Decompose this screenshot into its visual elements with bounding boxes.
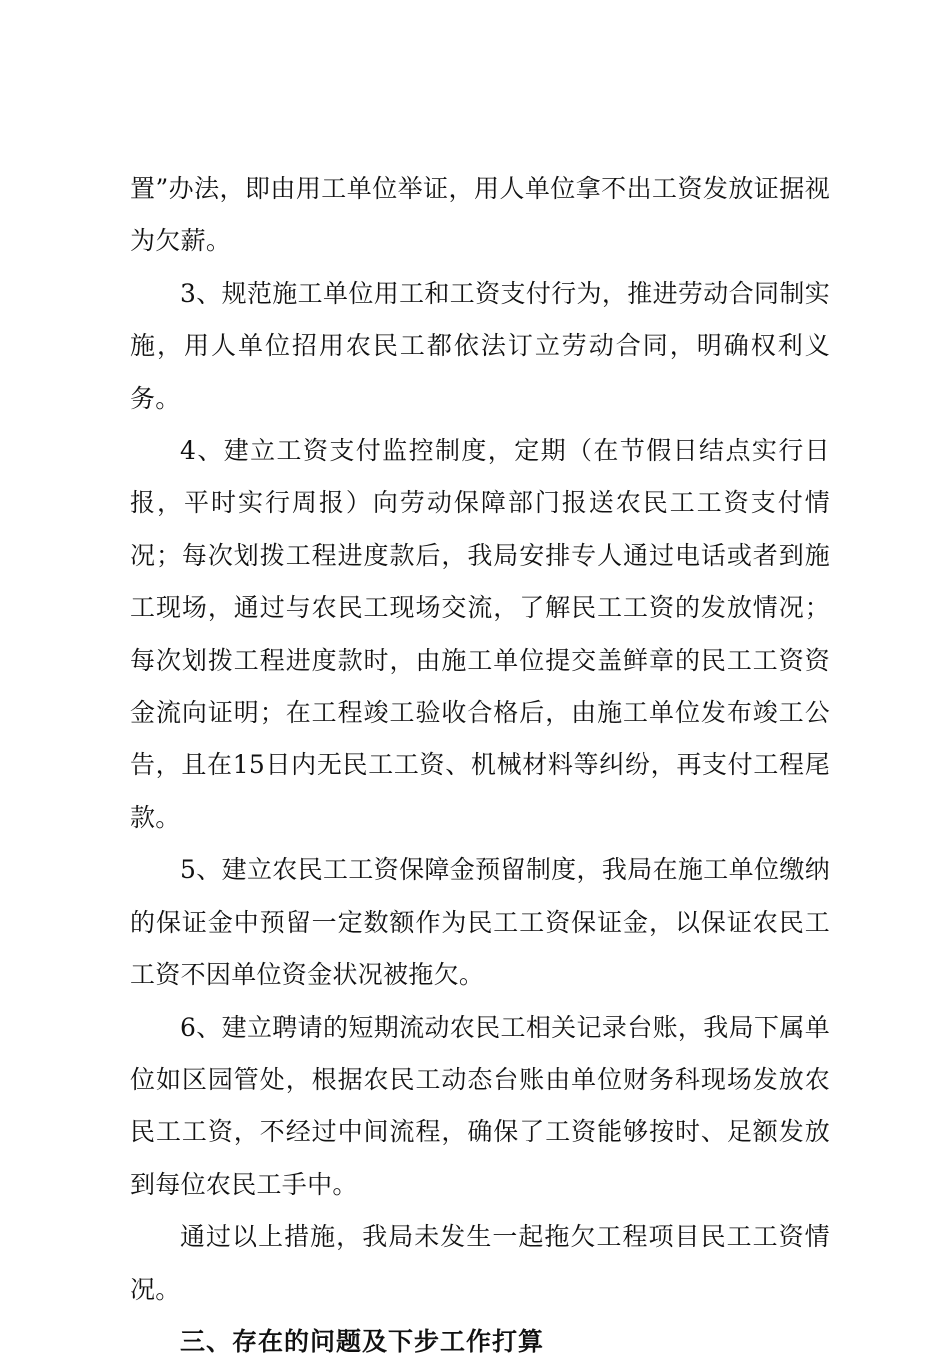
document-page xyxy=(130,163,830,1368)
paragraph-item-5: 5、建立农民工工资保障金预留制度，我局在施工单位缴纳的保证金中预留一定数额作为民工工资保证金，以保证农民工工资不因单位资金状况被拖欠。 xyxy=(130,855,830,990)
paragraph-item-4: 4、建立工资支付监控制度，定期（在节假日结点实行日报，平时实行周报）向劳动保障部门报送农民工工资支付情况；每次划拨工程进度款后，我局安排专人通过电话或者到施工现场，通过与农民工现场交流，了解民工工资的发放情况；每次划拨工程进度款时，由施工单位提交盖鲜章的民工工资资金流向证明；在工程竣工验收合格后，由施工单位发布竣工公告，且在15日内无民工工资、机械材料等纠纷，再支付工程尾款。 xyxy=(130,436,830,832)
paragraph-summary: 通过以上措施，我局未发生一起拖欠工程项目民工工资情况。 xyxy=(130,1222,830,1304)
paragraph-item-6: 6、建立聘请的短期流动农民工相关记录台账，我局下属单位如区园管处，根据农民工动态台账由单位财务科现场发放农民工工资，不经过中间流程，确保了工资能够按时、足额发放到每位农民工手中。 xyxy=(130,1012,830,1199)
section-heading: 三、存在的问题及下步工作打算 xyxy=(180,1326,545,1356)
paragraph-continuation: 置”办法，即由用工单位举证，用人单位拿不出工资发放证据视为欠薪。 xyxy=(130,174,830,256)
paragraph-item-3: 3、规范施工单位用工和工资支付行为，推进劳动合同制实施，用人单位招用农民工都依法订立劳动合同，明确权利义务。 xyxy=(130,278,830,413)
